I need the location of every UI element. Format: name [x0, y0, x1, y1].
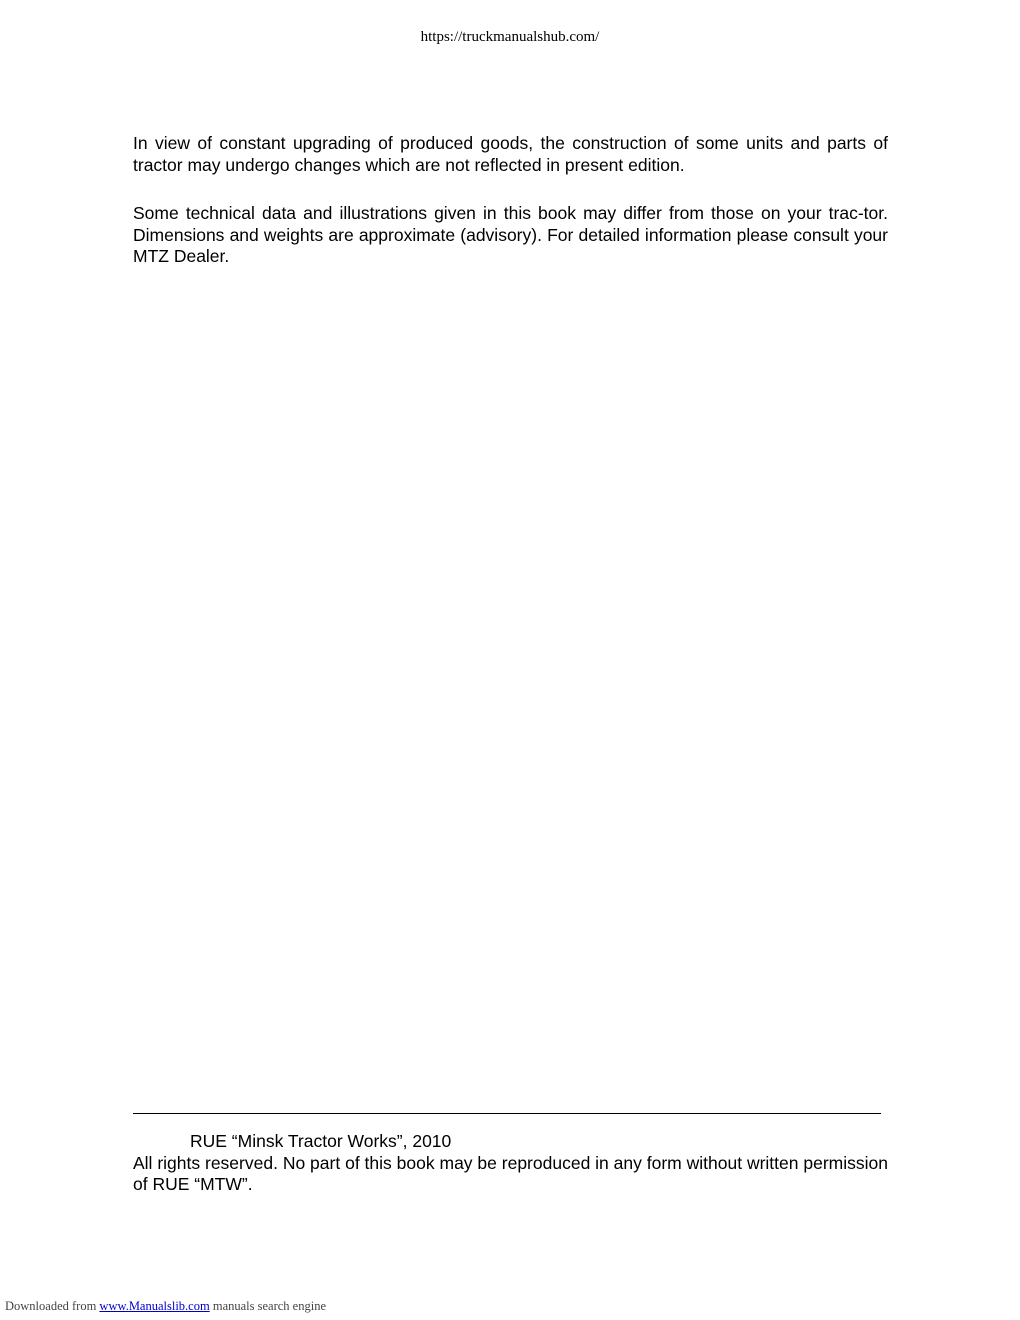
header-url: https://truckmanualshub.com/ — [420, 29, 600, 45]
copyright-block — [133, 1131, 888, 1196]
footer-prefix: Downloaded from — [5, 1299, 97, 1313]
paragraph-text: In view of constant upgrading of produced goods, the construction of some units and parts of tractor may undergo changes which are not reflected in present edition. — [133, 133, 888, 175]
copyright-organization: RUE “Minsk Tractor Works”, 2010 — [190, 1131, 452, 1151]
footer-suffix: manuals search engine — [212, 1299, 326, 1313]
copyright-notice: All rights reserved. No part of this book may be reproduced in any form without written permission of RUE “MTW”. — [133, 1152, 888, 1194]
paragraph-text: Some technical data and illustrations given in this book may differ from those on your trac-tor. Dimensions and weights are approximate (advisory). For detailed information please consult your MTZ Dealer. — [133, 203, 888, 266]
manualslib-link[interactable]: www.Manualslib.com — [99, 1299, 210, 1313]
notice-paragraph-upgrades — [133, 133, 888, 176]
download-footer — [5, 1298, 326, 1314]
divider-line — [133, 1113, 881, 1114]
notice-paragraph-technical-data — [133, 203, 888, 268]
